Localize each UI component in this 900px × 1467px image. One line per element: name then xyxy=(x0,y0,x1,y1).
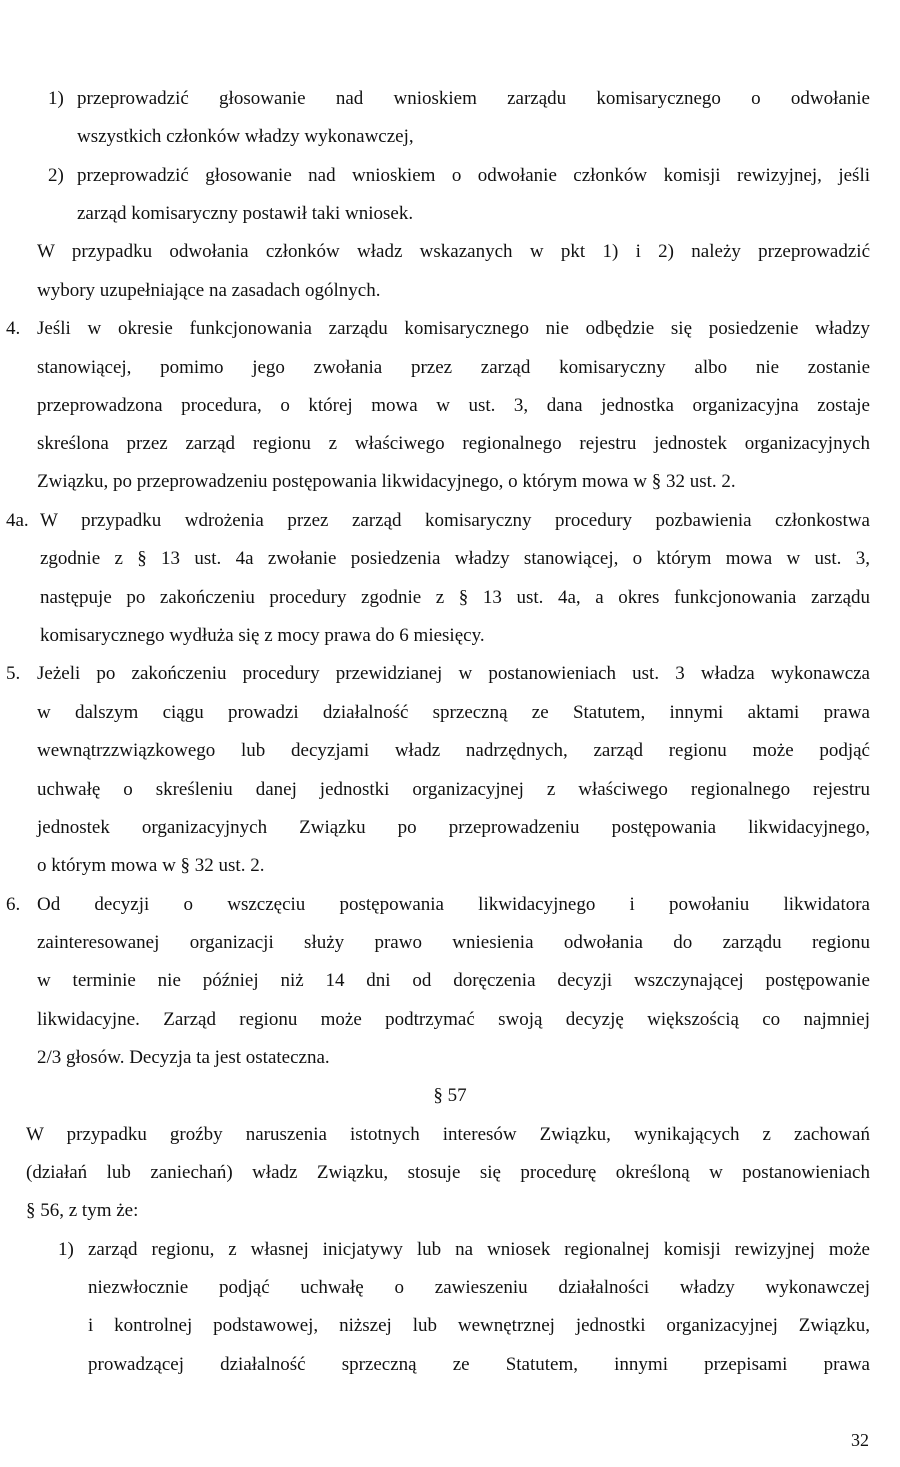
section-number: 6. xyxy=(6,894,21,915)
text-line: § 56, z tym że: xyxy=(26,1200,139,1221)
section-heading: § 57 xyxy=(433,1085,467,1106)
item-number: 1) xyxy=(48,88,64,109)
text-line: niezwłocznie podjąć uchwałę o zawieszeniu działalności władzy wykonawczej xyxy=(88,1277,870,1298)
text-line: W przypadku odwołania członków władz wskazanych w pkt 1) i 2) należy przeprowadzić xyxy=(37,241,870,262)
text-line: zarząd regionu, z własnej inicjatywy lub na wniosek regionalnej komisji rewizyjnej może xyxy=(88,1239,870,1260)
text-line: przeprowadzić głosowanie nad wnioskiem o odwołanie członków komisji rewizyjnej, jeśli xyxy=(77,165,870,186)
section-number: 5. xyxy=(6,663,21,684)
text-line: Od decyzji o wszczęciu postępowania likwidacyjnego i powołaniu likwidatora xyxy=(37,894,870,915)
text-line: skreślona przez zarząd regionu z właściwego regionalnego rejestru jednostek organizacyjnych xyxy=(37,433,870,454)
page-number: 32 xyxy=(851,1430,869,1450)
text-line: wybory uzupełniające na zasadach ogólnych. xyxy=(37,280,381,301)
text-line: wewnątrzzwiązkowego lub decyzjami władz nadrzędnych, zarząd regionu może podjąć xyxy=(37,740,870,761)
text-line: i kontrolnej podstawowej, niższej lub wewnętrznej jednostki organizacyjnej Związku, xyxy=(88,1315,870,1336)
text-line: W przypadku groźby naruszenia istotnych interesów Związku, wynikających z zachowań xyxy=(26,1124,870,1145)
text-line: zainteresowanej organizacji służy prawo wniesienia odwołania do zarządu regionu xyxy=(37,932,870,953)
text-line: następuje po zakończeniu procedury zgodnie z § 13 ust. 4a, a okres funkcjonowania zarządu xyxy=(40,587,870,608)
section-number: 4a. xyxy=(6,510,29,531)
text-line: w terminie nie później niż 14 dni od doręczenia decyzji wszczynającej postępowanie xyxy=(37,970,870,991)
text-line: (działań lub zaniechań) władz Związku, stosuje się procedurę określoną w postanowieniach xyxy=(26,1162,870,1183)
text-line: o którym mowa w § 32 ust. 2. xyxy=(37,855,265,876)
text-line: likwidacyjne. Zarząd regionu może podtrzymać swoją decyzję większością co najmniej xyxy=(37,1009,870,1030)
text-line: Jeżeli po zakończeniu procedury przewidzianej w postanowieniach ust. 3 władza wykonawcza xyxy=(37,663,870,684)
text-line: 2/3 głosów. Decyzja ta jest ostateczna. xyxy=(37,1047,330,1068)
text-line: komisarycznego wydłuża się z mocy prawa do 6 miesięcy. xyxy=(40,625,485,646)
text-line: przeprowadzić głosowanie nad wnioskiem zarządu komisarycznego o odwołanie xyxy=(77,88,870,109)
item-number: 2) xyxy=(48,165,64,186)
text-line: stanowiącej, pomimo jego zwołania przez zarząd komisaryczny albo nie zostanie xyxy=(37,357,870,378)
text-line: W przypadku wdrożenia przez zarząd komisaryczny procedury pozbawienia członkostwa xyxy=(40,510,870,531)
text-line: przeprowadzona procedura, o której mowa w ust. 3, dana jednostka organizacyjna zostaje xyxy=(37,395,870,416)
text-line: zarząd komisaryczny postawił taki wniosek. xyxy=(77,203,414,224)
text-line: uchwałę o skreśleniu danej jednostki organizacyjnej z właściwego regionalnego rejestru xyxy=(37,779,870,800)
text-line: prowadzącej działalność sprzeczną ze Statutem, innymi przepisami prawa xyxy=(88,1354,870,1375)
text-line: Związku, po przeprowadzeniu postępowania likwidacyjnego, o którym mowa w § 32 ust. 2. xyxy=(37,471,736,492)
text-line: zgodnie z § 13 ust. 4a zwołanie posiedzenia władzy stanowiącej, o którym mowa w ust. 3, xyxy=(40,548,870,569)
text-line: w dalszym ciągu prowadzi działalność sprzeczną ze Statutem, innymi aktami prawa xyxy=(37,702,870,723)
item-number: 1) xyxy=(58,1239,74,1260)
text-line: Jeśli w okresie funkcjonowania zarządu komisarycznego nie odbędzie się posiedzenie władzy xyxy=(37,318,870,339)
text-line: jednostek organizacyjnych Związku po przeprowadzeniu postępowania likwidacyjnego, xyxy=(37,817,870,838)
section-number: 4. xyxy=(6,318,21,339)
text-line: wszystkich członków władzy wykonawczej, xyxy=(77,126,414,147)
